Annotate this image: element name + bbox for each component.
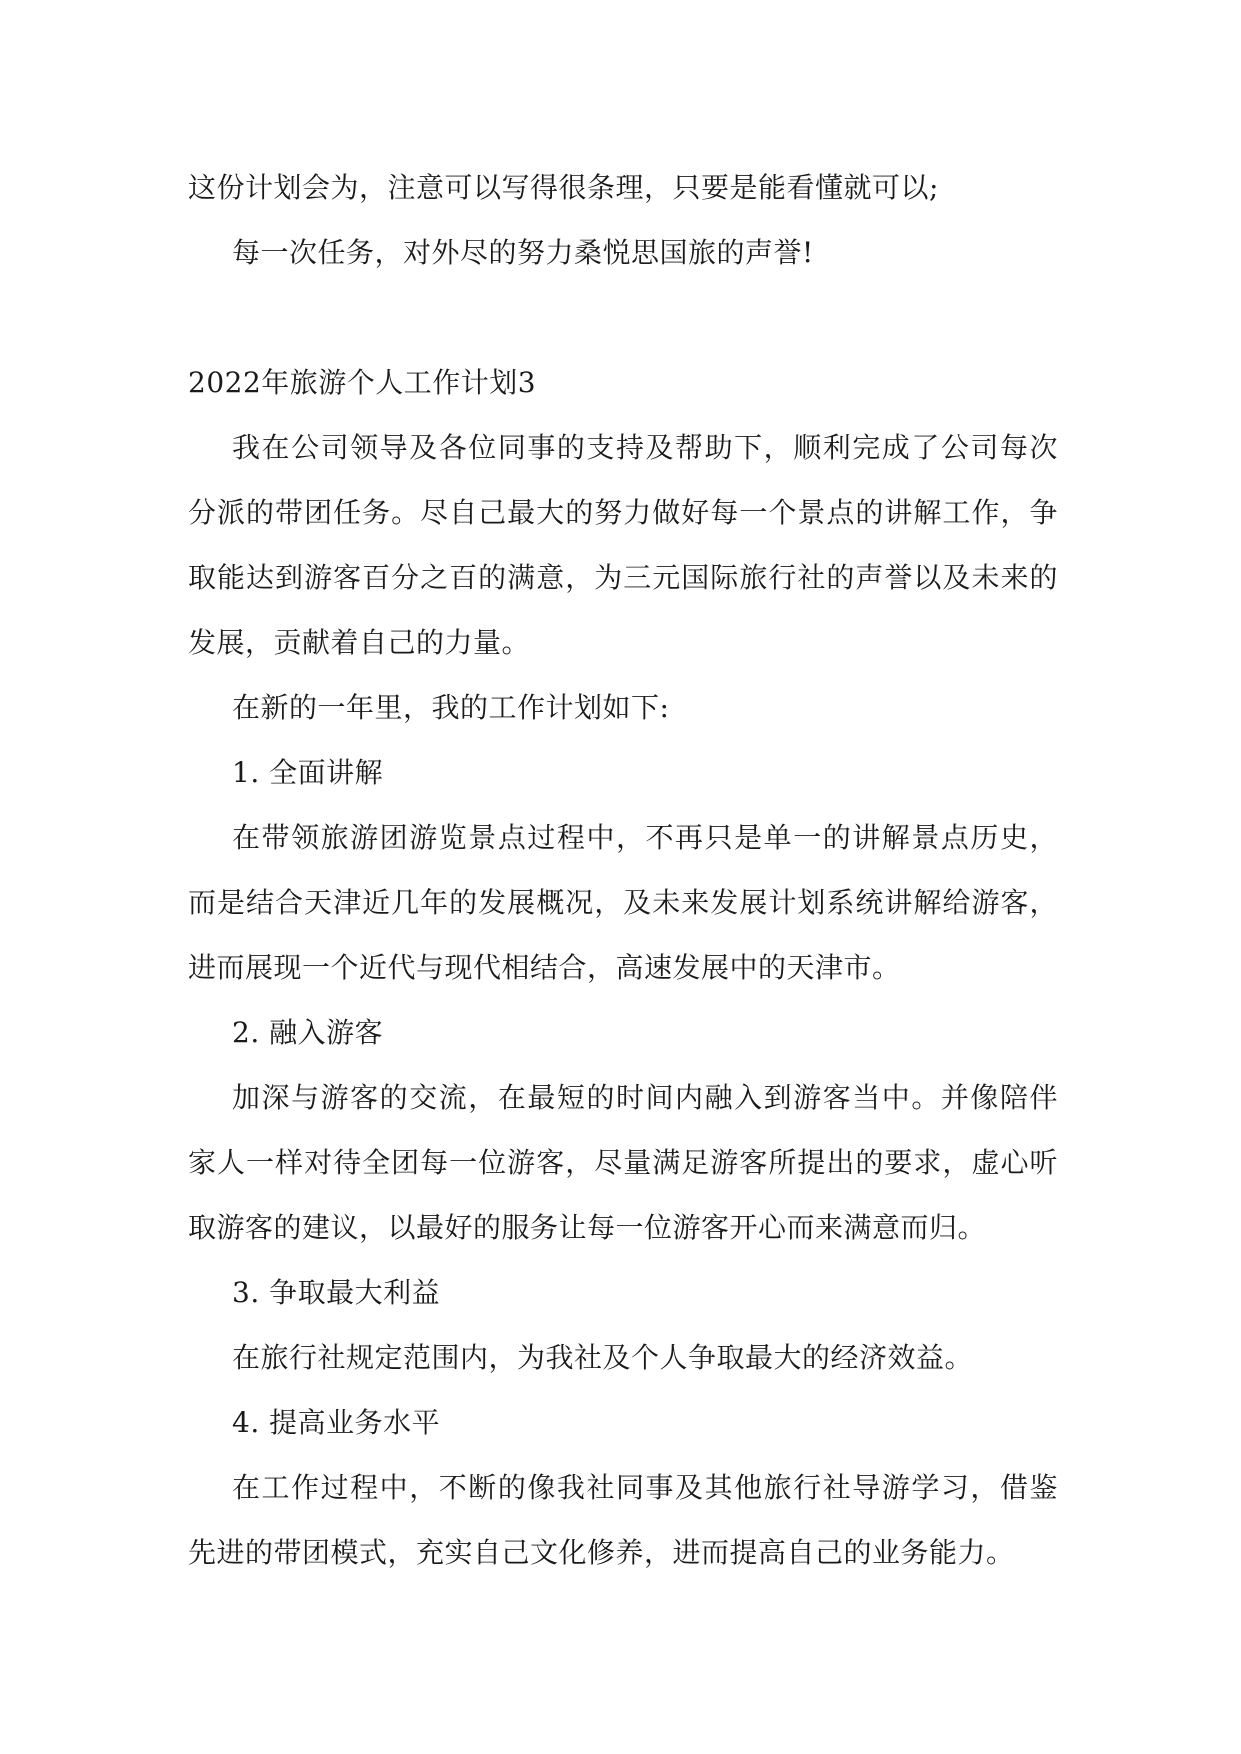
section-spacer [188, 285, 1058, 350]
list-heading-2: 2. 融入游客 [232, 1016, 384, 1049]
paragraph-closing: 每一次任务，对外尽的努力桑悦思国旅的声誉! [232, 236, 814, 269]
list-heading-4: 4. 提高业务水平 [232, 1406, 441, 1439]
paragraph-item-1: 在带领旅游团游览景点过程中，不再只是单一的讲解景点历史，而是结合天津近几年的发展概况，及未来发展计划系统讲解给游客，进而展现一个近代与现代相结合，高速发展中的天津市。 [188, 821, 1058, 984]
section-title: 2022年旅游个人工作计划3 [188, 366, 537, 399]
paragraph-item-3: 在旅行社规定范围内，为我社及个人争取最大的经济效益。 [232, 1341, 974, 1374]
paragraph-item-4: 在工作过程中，不断的像我社同事及其他旅行社导游学习，借鉴先进的带团模式，充实自己文化修养，进而提高自己的业务能力。 [188, 1471, 1058, 1569]
paragraph-intro: 我在公司领导及各位同事的支持及帮助下，顺利完成了公司每次分派的带团任务。尽自己最大的努力做好每一个景点的讲解工作，争取能达到游客百分之百的满意，为三元国际旅行社的声誉以及未来的发展，贡献着自己的力量。 [188, 431, 1058, 659]
paragraph-item-2: 加深与游客的交流，在最短的时间内融入到游客当中。并像陪伴家人一样对待全团每一位游客，尽量满足游客所提出的要求，虚心听取游客的建议，以最好的服务让每一位游客开心而来满意而归。 [188, 1081, 1058, 1244]
document-body [188, 155, 1058, 1585]
list-heading-3: 3. 争取最大利益 [232, 1276, 441, 1309]
list-heading-1: 1. 全面讲解 [232, 756, 384, 789]
paragraph-plan-lead: 在新的一年里，我的工作计划如下: [232, 691, 670, 724]
paragraph-continuation: 这份计划会为，注意可以写得很条理，只要是能看懂就可以; [188, 171, 939, 204]
